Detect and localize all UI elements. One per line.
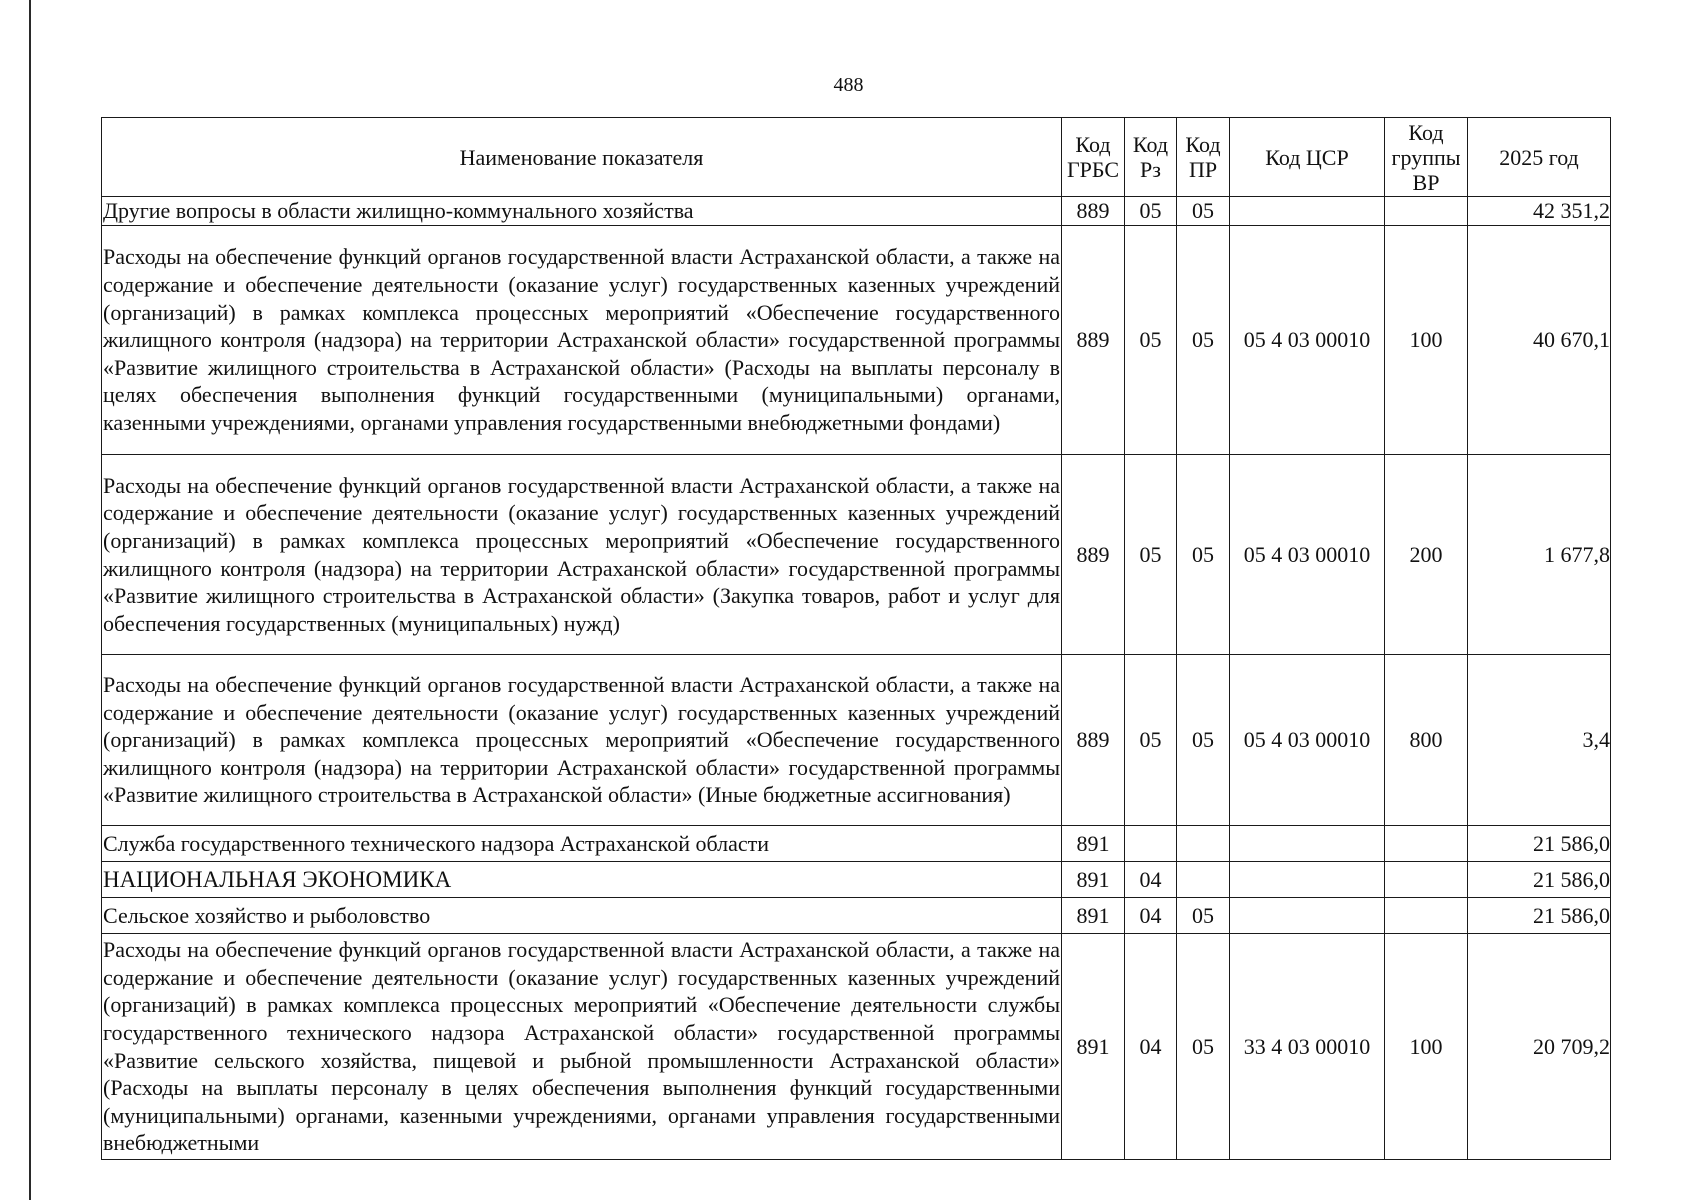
header-year: 2025 год [1468, 118, 1611, 197]
row-pr: 05 [1177, 455, 1230, 655]
header-csr: Код ЦСР [1230, 118, 1385, 197]
row-vr [1385, 826, 1468, 862]
row-grbs: 889 [1062, 197, 1125, 226]
row-amount: 1 677,8 [1468, 455, 1611, 655]
header-name: Наименование показателя [102, 118, 1062, 197]
row-pr: 05 [1177, 655, 1230, 826]
row-name: Расходы на обеспечение функций органов государственной власти Астраханской области, а также на содержание и обеспечение деятельности (оказание услуг) государственных казенных учреждений (организаций) в рамках комплекса процессных мероприятий «Обеспечение государственного жилищного контроля (надзора) на территории Астраханской области» государственной программы «Развитие жилищного строительства в Астраханской области» (Закупка товаров, работ и услуг для обеспечения государственных (муниципальных) нужд) [102, 455, 1062, 655]
row-name: НАЦИОНАЛЬНАЯ ЭКОНОМИКА [102, 862, 1062, 898]
row-csr [1230, 826, 1385, 862]
row-vr: 100 [1385, 934, 1468, 1160]
row-grbs: 889 [1062, 226, 1125, 455]
row-vr [1385, 862, 1468, 898]
row-grbs: 891 [1062, 934, 1125, 1160]
row-csr [1230, 862, 1385, 898]
row-pr: 05 [1177, 934, 1230, 1160]
row-amount: 21 586,0 [1468, 898, 1611, 934]
row-amount: 21 586,0 [1468, 826, 1611, 862]
row-csr: 05 4 03 00010 [1230, 455, 1385, 655]
row-amount: 40 670,1 [1468, 226, 1611, 455]
header-rz: Код Рз [1125, 118, 1177, 197]
row-name: Расходы на обеспечение функций органов государственной власти Астраханской области, а также на содержание и обеспечение деятельности (оказание услуг) государственных казенных учреждений (организаций) в рамках комплекса процессных мероприятий «Обеспечение деятельности службы государственного технического надзора Астраханской области» государственной программы «Развитие сельского хозяйства, пищевой и рыбной промышленности Астраханской области» (Расходы на выплаты персоналу в целях обеспечения выполнения функций государственными (муниципальными) органами, казенными учреждениями, органами управления государственными внебюджетными [102, 934, 1062, 1160]
row-vr [1385, 898, 1468, 934]
table-row [102, 862, 1611, 898]
header-grbs: Код ГРБС [1062, 118, 1125, 197]
budget-table [101, 117, 1611, 1160]
row-amount: 20 709,2 [1468, 934, 1611, 1160]
row-rz: 05 [1125, 655, 1177, 826]
row-csr: 33 4 03 00010 [1230, 934, 1385, 1160]
row-pr [1177, 826, 1230, 862]
row-vr [1385, 197, 1468, 226]
header-pr: Код ПР [1177, 118, 1230, 197]
row-pr: 05 [1177, 226, 1230, 455]
row-name: Расходы на обеспечение функций органов государственной власти Астраханской области, а также на содержание и обеспечение деятельности (оказание услуг) государственных казенных учреждений (организаций) в рамках комплекса процессных мероприятий «Обеспечение государственного жилищного контроля (надзора) на территории Астраханской области» государственной программы «Развитие жилищного строительства в Астраханской области» (Расходы на выплаты персоналу в целях обеспечения выполнения функций государственными (муниципальными) органами, казенными учреждениями, органами управления государственными внебюджетными фондами) [102, 226, 1062, 455]
table-row [102, 826, 1611, 862]
row-grbs: 891 [1062, 826, 1125, 862]
header-vr: Код группы ВР [1385, 118, 1468, 197]
row-grbs: 889 [1062, 455, 1125, 655]
row-pr [1177, 862, 1230, 898]
row-pr: 05 [1177, 898, 1230, 934]
row-rz: 04 [1125, 898, 1177, 934]
row-name: Сельское хозяйство и рыболовство [102, 898, 1062, 934]
row-csr [1230, 197, 1385, 226]
table-row [102, 934, 1611, 1160]
row-rz: 05 [1125, 455, 1177, 655]
row-grbs: 891 [1062, 862, 1125, 898]
row-amount: 3,4 [1468, 655, 1611, 826]
row-vr: 800 [1385, 655, 1468, 826]
header-row [102, 118, 1611, 197]
row-name: Другие вопросы в области жилищно-коммунального хозяйства [102, 197, 1062, 226]
row-rz: 05 [1125, 226, 1177, 455]
row-rz: 05 [1125, 197, 1177, 226]
table-row [102, 197, 1611, 226]
row-rz: 04 [1125, 862, 1177, 898]
row-grbs: 891 [1062, 898, 1125, 934]
row-amount: 42 351,2 [1468, 197, 1611, 226]
row-name: Служба государственного технического надзора Астраханской области [102, 826, 1062, 862]
row-csr [1230, 898, 1385, 934]
margin-rule [29, 0, 31, 1200]
row-csr: 05 4 03 00010 [1230, 655, 1385, 826]
row-pr: 05 [1177, 197, 1230, 226]
row-name: Расходы на обеспечение функций органов государственной власти Астраханской области, а также на содержание и обеспечение деятельности (оказание услуг) государственных казенных учреждений (организаций) в рамках комплекса процессных мероприятий «Обеспечение государственного жилищного контроля (надзора) на территории Астраханской области» государственной программы «Развитие жилищного строительства в Астраханской области» (Иные бюджетные ассигнования) [102, 655, 1062, 826]
row-csr: 05 4 03 00010 [1230, 226, 1385, 455]
row-rz: 04 [1125, 934, 1177, 1160]
row-vr: 100 [1385, 226, 1468, 455]
row-grbs: 889 [1062, 655, 1125, 826]
row-amount: 21 586,0 [1468, 862, 1611, 898]
table-row [102, 898, 1611, 934]
table-row [102, 655, 1611, 826]
row-rz [1125, 826, 1177, 862]
row-vr: 200 [1385, 455, 1468, 655]
table-row [102, 455, 1611, 655]
page-number: 488 [833, 74, 864, 96]
table-row [102, 226, 1611, 455]
